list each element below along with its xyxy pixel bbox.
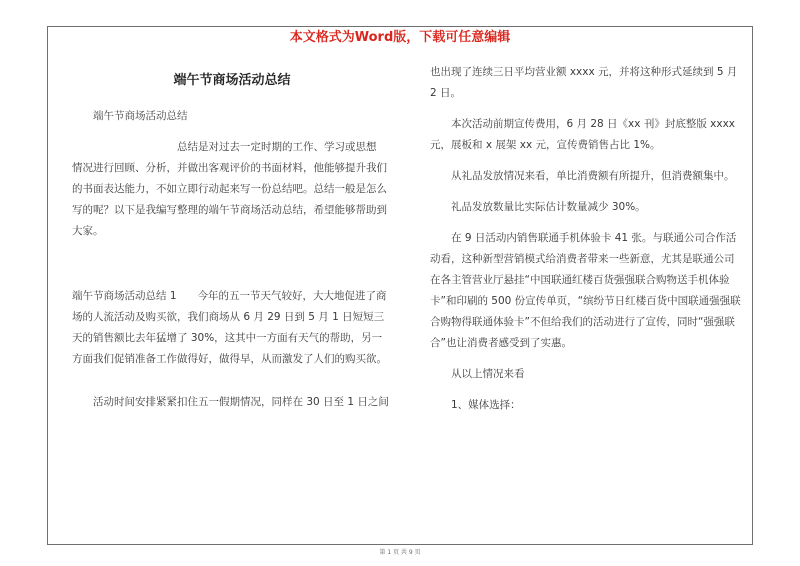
- spacer: [72, 370, 392, 392]
- advertising-paragraph: 本次活动前期宣传费用，6 月 28 日《xx 刊》封底整版 xxxx 元，展板和 x 展架 xx 元，宣传费销售占比 1%。: [430, 118, 736, 151]
- page-number: 第 1 页 共 9 页: [379, 549, 421, 556]
- media-selection-heading: 1、媒体选择：: [451, 399, 521, 411]
- format-banner: 本文格式为Word版，下载可任意编辑: [289, 30, 511, 45]
- schedule-paragraph: 活动时间安排紧紧扣住五一假期情况，同样在 30 日至 1 日之间: [93, 396, 389, 408]
- intro-paragraph: 情况进行回顾、分析，并做出客观评价的书面材料，他能够提升我们的书面表达能力，不如立即行动起来写一份总结吧。总结一般是怎么写的呢？以下是我编写整理的端午节商场活动总结，希望能够帮助到大家。: [72, 162, 387, 237]
- subtitle-paragraph: 端午节商场活动总结: [93, 110, 188, 122]
- spacer: [430, 385, 744, 395]
- spacer: [72, 242, 392, 286]
- gift-paragraph: 从礼品发放情况来看，单比消费额有所提升，但消费额集中。: [451, 170, 735, 182]
- spacer: [72, 127, 392, 137]
- spacer: [430, 218, 744, 228]
- spacer: [430, 354, 744, 364]
- spacer: [430, 187, 744, 197]
- intro-lead: 总结是对过去一定时期的工作、学习或思想: [177, 141, 377, 153]
- gift-quantity-paragraph: 礼品发放数量比实际估计数量减少 30%。: [451, 201, 646, 213]
- revenue-paragraph: 也出现了连续三日平均营业额 xxxx 元，并将这种形式延续到 5 月 2 日。: [430, 66, 738, 99]
- document-title: 端午节商场活动总结: [173, 73, 291, 88]
- right-column: [430, 62, 744, 416]
- summary-paragraph-1: 端午节商场活动总结 1 今年的五一节天气较好，大大地促进了商场的人流活动及购买欲，我们商场从 6 月 29 日到 5 月 1 日短短三天的销售额比去年猛增了 30%，这其中一方面有天气的帮助，另一方面我们促销准备工作做得好，做得早，从而激发了人们的购买欲。: [72, 290, 387, 365]
- unicom-paragraph: 在 9 日活动内销售联通手机体验卡 41 张。与联通公司合作活动看，这种新型营销模式给消费者带来一些新意，尤其是联通公司在各主管营业厅悬挂“中国联通红楼百货强强联合购物送手机体验卡”和印刷的 500 份宣传单页，“缤纷节日红楼百货中国联通强强联合购物得联通体验卡”不但给我们的活动进行了宣传，同时“强强联合”也让消费者感受到了实惠。: [430, 232, 741, 349]
- spacer: [430, 156, 744, 166]
- left-column: [72, 60, 392, 413]
- spacer: [430, 104, 744, 114]
- conclusion-lead: 从以上情况来看: [451, 368, 525, 380]
